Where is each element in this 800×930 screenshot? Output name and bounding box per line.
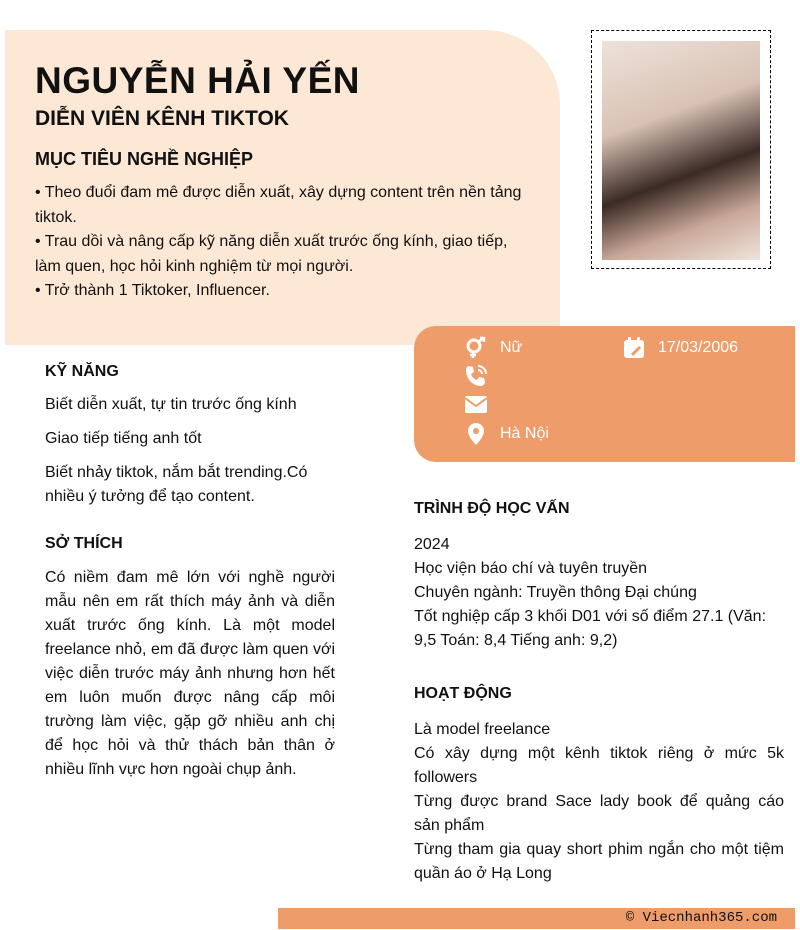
location-icon [464, 422, 488, 446]
address-value: Hà Nội [500, 425, 549, 442]
activity-item: Có xây dựng một kênh tiktok riêng ở mức 5k followers [414, 745, 784, 786]
hobbies-title: SỞ THÍCH [45, 535, 123, 552]
education-note: Tốt nghiệp cấp 3 khối D01 với số điểm 27.1 (Văn: 9,5 Toán: 8,4 Tiếng anh: 9,2) [414, 608, 767, 649]
activity-item: Từng tham gia quay short phim ngắn cho một tiệm quần áo ở Hạ Long [414, 841, 784, 882]
email-row [464, 392, 488, 416]
candidate-role: DIỄN VIÊN KÊNH TIKTOK [35, 107, 289, 130]
hobbies-text: Có niềm đam mê lớn với nghề người mẫu nên em rất thích máy ảnh và diễn xuất trước ống kính. Là một model freelance nhỏ, em đã được làm quen với việc diễn trước máy ảnh nhưng hơn hết em luôn muốn được nâng cấp môi trường làm việc, gặp gỡ nhiều anh chị để học hỏi và thử thách bản thân ở nhiều lĩnh vực hơn ngoài chụp ảnh. [45, 569, 335, 778]
phone-icon [464, 364, 488, 388]
profile-photo-frame [591, 30, 771, 269]
objective-title: MỤC TIÊU NGHỀ NGHIỆP [35, 149, 254, 169]
education-year: 2024 [414, 536, 450, 553]
contact-panel [414, 326, 795, 462]
activity-item: Là model freelance [414, 721, 551, 738]
gender-value: Nữ [500, 339, 523, 356]
address-row [464, 422, 549, 446]
phone-row [464, 364, 488, 388]
objective-line: • Theo đuổi đam mê được diễn xuất, xây dựng content trên nền tảng tiktok. [35, 184, 522, 226]
activity-item: Từng được brand Sace lady book để quảng cáo sản phẩm [414, 793, 784, 834]
education-details [414, 533, 784, 653]
profile-photo [602, 41, 760, 260]
birthday-row [622, 336, 738, 360]
education-school: Học viện báo chí và tuyên truyền [414, 560, 648, 577]
calendar-icon [622, 336, 646, 360]
footer-bar [278, 908, 795, 929]
objective-line: • Trau dồi và nâng cấp kỹ năng diễn xuất trước ống kính, giao tiếp, làm quen, học hỏi kinh nghiệm từ mọi người. [35, 233, 508, 275]
skills-title: KỸ NĂNG [45, 363, 119, 380]
footer-credit: © Viecnhanh365.com [625, 910, 777, 926]
skill-item: Biết nhảy tiktok, nắm bắt trending.Có nhiều ý tưởng để tạo content. [45, 464, 308, 505]
activities-title: HOẠT ĐỘNG [414, 685, 512, 702]
education-title: TRÌNH ĐỘ HỌC VẤN [414, 500, 570, 517]
education-major: Chuyên ngành: Truyền thông Đại chúng [414, 584, 697, 601]
objective-line: • Trở thành 1 Tiktoker, Influencer. [35, 282, 270, 299]
gender-icon [464, 336, 488, 360]
objective-text [35, 181, 535, 304]
skill-item: Giao tiếp tiếng anh tốt [45, 430, 202, 447]
activities-list [414, 718, 784, 886]
candidate-name: NGUYỄN HẢI YẾN [35, 60, 360, 101]
skill-item: Biết diễn xuất, tự tin trước ống kính [45, 396, 297, 413]
gender-row [464, 336, 522, 360]
email-icon [464, 392, 488, 416]
birthday-value: 17/03/2006 [658, 339, 739, 356]
